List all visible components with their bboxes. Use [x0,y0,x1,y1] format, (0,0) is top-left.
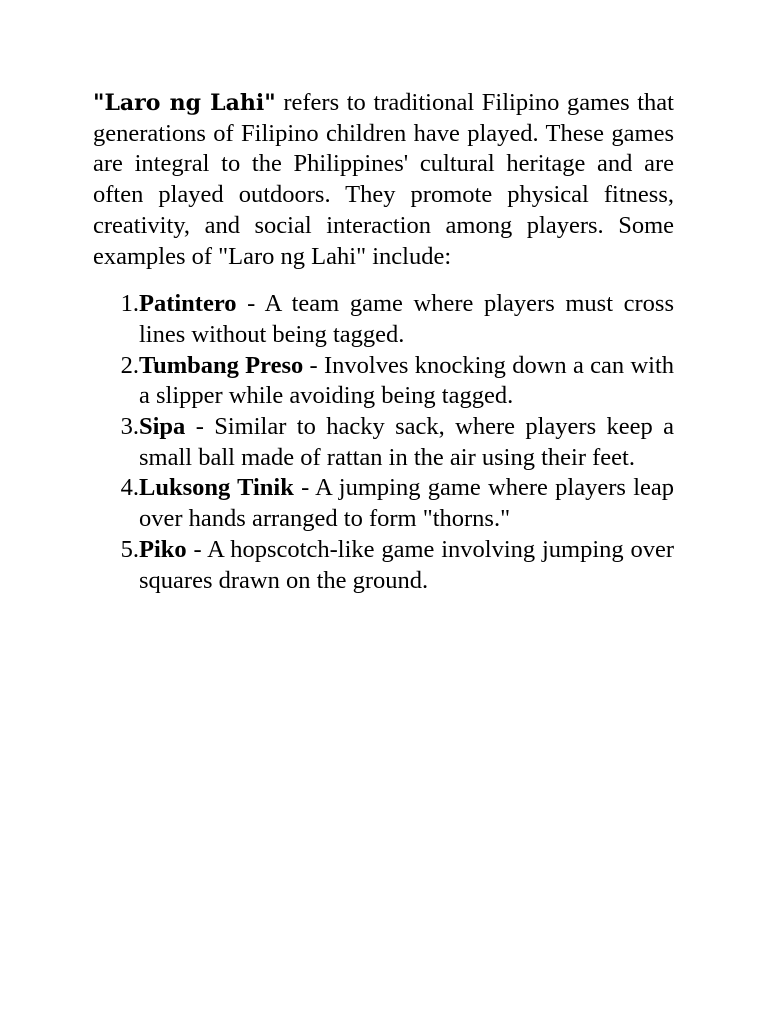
games-list [93,289,674,596]
list-item [93,473,674,534]
intro-term: "Laro ng Lahi" [93,90,276,116]
list-item-number: 5. [120,535,139,563]
list-item-body [139,412,674,473]
game-description: - A hopscotch-like game involving jumping over squares drawn on the ground. [139,535,674,594]
game-name: Patintero [139,290,237,318]
list-item [93,289,674,350]
game-description: - A team game where players must cross lines without being tagged. [139,290,674,348]
game-description: - A jumping game where players leap over hands arranged to form "thorns." [139,474,674,533]
game-name: Luksong Tinik [139,474,294,502]
list-item-number: 4. [120,474,139,502]
list-item [93,535,674,596]
list-item [93,412,674,473]
list-item-number: 3. [120,413,139,441]
intro-paragraph [93,88,674,272]
intro-text: refers to traditional Filipino games that generations of Filipino children have played. These games are integral to the Philippines' cultural heritage and are often played outdoors. They promote physical fitness, creativity, and social interaction among players. Some examples of "Laro ng Lahi" include: [93,89,674,270]
list-item-number: 1. [120,290,139,318]
list-item [93,351,674,412]
list-item-body [139,289,674,350]
game-name: Piko [139,535,187,563]
game-name: Sipa [139,413,186,441]
game-description: - Involves knocking down a can with a slipper while avoiding being tagged. [139,351,674,410]
game-description: - Similar to hacky sack, where players keep a small ball made of rattan in the air using their feet. [139,413,674,471]
game-name: Tumbang Preso [139,351,304,379]
list-item-body [139,473,674,534]
list-item-body [139,535,674,596]
document-page [93,88,674,596]
list-item-number: 2. [120,351,139,379]
list-item-body [139,351,674,412]
